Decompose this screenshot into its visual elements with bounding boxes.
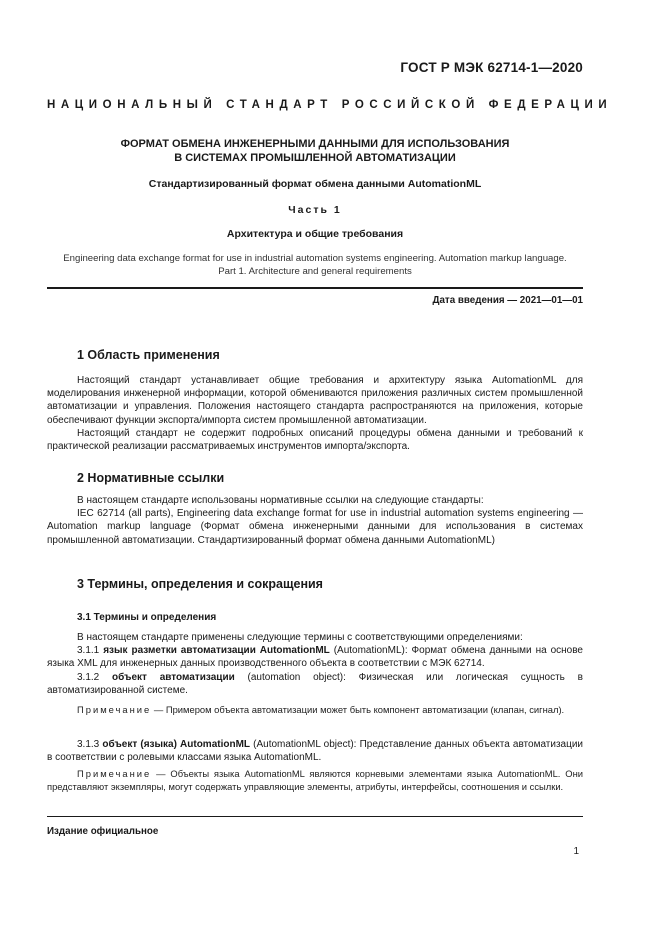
footer-divider bbox=[47, 816, 583, 817]
english-title-line-1: Engineering data exchange format for use in industrial automation systems engineering. Automation markup language. bbox=[63, 253, 567, 264]
term-number: 3.1.3 bbox=[77, 739, 100, 750]
standard-code: ГОСТ Р МЭК 62714-1—2020 bbox=[400, 60, 583, 75]
section-3-intro: В настоящем стандарте применены следующие термины с соответствующими определениями: bbox=[77, 632, 523, 643]
term-definition: (AutomationML object): Представление данных объекта автоматизации в соответствии с ролевыми классами языка AutomationML. bbox=[47, 739, 583, 764]
title-line-1: ФОРМАТ ОБМЕНА ИНЖЕНЕРНЫМИ ДАННЫМИ ДЛЯ ИСПОЛЬЗОВАНИЯ bbox=[120, 138, 510, 150]
term-name: язык разметки автоматизации AutomationML bbox=[103, 645, 330, 657]
term-3-1-3 bbox=[47, 738, 583, 764]
term-definition: (automation object): Физическая или логическая сущность в автоматизированной системе. bbox=[47, 671, 583, 696]
section-2-paragraph-1: В настоящем стандарте использованы нормативные ссылки на следующие стандарты: bbox=[77, 495, 484, 506]
section-2-heading: 2 Нормативные ссылки bbox=[77, 471, 225, 485]
term-3-1-2 bbox=[47, 671, 583, 697]
note-text: — Примером объекта автоматизации может быть компонент автоматизации (клапан, сигнал). bbox=[151, 704, 565, 715]
note-1 bbox=[47, 704, 583, 717]
introduction-date: Дата введения — 2021—01—01 bbox=[432, 295, 583, 306]
term-name: объект автоматизации bbox=[112, 671, 235, 683]
section-2-body bbox=[47, 494, 583, 547]
term-3-1-3-block bbox=[47, 738, 583, 764]
section-1-heading: 1 Область применения bbox=[77, 348, 220, 362]
note-2 bbox=[47, 768, 583, 793]
term-number: 3.1.1 bbox=[77, 645, 100, 657]
national-standard-heading: НАЦИОНАЛЬНЫЙ СТАНДАРТ РОССИЙСКОЙ ФЕДЕРАЦИИ bbox=[47, 99, 613, 111]
section-1-body bbox=[47, 374, 583, 453]
part-title: Архитектура и общие требования bbox=[226, 228, 404, 240]
english-title-line-2: Part 1. Architecture and general requirements bbox=[218, 266, 412, 277]
official-edition-label: Издание официальное bbox=[47, 826, 159, 837]
note-label: Примечание bbox=[77, 704, 152, 715]
page-number: 1 bbox=[573, 846, 579, 857]
section-3-heading: 3 Термины, определения и сокращения bbox=[77, 577, 323, 591]
title-divider bbox=[47, 287, 583, 289]
section-2-reference: IEC 62714 (all parts), Engineering data exchange format for use in industrial automation systems engineering — Automation markup language (Формат обмена инженерными данными для использования в системах промышленной автоматизации. Стандартизированный формат обмена данными AutomationML) bbox=[47, 508, 583, 546]
note-label: Примечание bbox=[77, 768, 152, 779]
part-number: Часть 1 bbox=[288, 204, 342, 216]
term-definition: (AutomationML): Формат обмена данными на основе языка XML для инженерных данных производственного объекта в соответствии с МЭК 62714. bbox=[47, 645, 583, 670]
section-1-paragraph-2: Настоящий стандарт не содержит подробных описаний процедуры обмена данными и требований к практической реализации рассматриваемых инструментов импорта/экспорта. bbox=[47, 427, 583, 453]
term-3-1-1 bbox=[47, 644, 583, 670]
term-name: объект (языка) AutomationML bbox=[102, 739, 251, 750]
term-number: 3.1.2 bbox=[77, 671, 100, 683]
section-1-paragraph-1: Настоящий стандарт устанавливает общие требования и архитектуру языка AutomationML для моделирования инженерной информации, которой обмениваются приложения различных систем промышленной автоматизации и управления. Положения настоящего стандарта распространяются на приложения, которые обеспечивают функции экспорта/импорта систем промышленной автоматизации. bbox=[47, 375, 583, 426]
document-subtitle: Стандартизированный формат обмена данными AutomationML bbox=[148, 178, 482, 190]
section-3-body bbox=[47, 631, 583, 697]
document-title bbox=[47, 137, 583, 165]
note-text: — Объекты языка AutomationML являются корневыми элементами языка AutomationML. Они представляют экземпляры, могут содержать управляющие элементы, атрибуты, интерфейсы, соотношения и ссылки. bbox=[47, 768, 583, 792]
english-title bbox=[40, 252, 590, 278]
section-3-1-heading: 3.1 Термины и определения bbox=[77, 612, 217, 623]
title-line-2: В СИСТЕМАХ ПРОМЫШЛЕННОЙ АВТОМАТИЗАЦИИ bbox=[174, 152, 456, 164]
